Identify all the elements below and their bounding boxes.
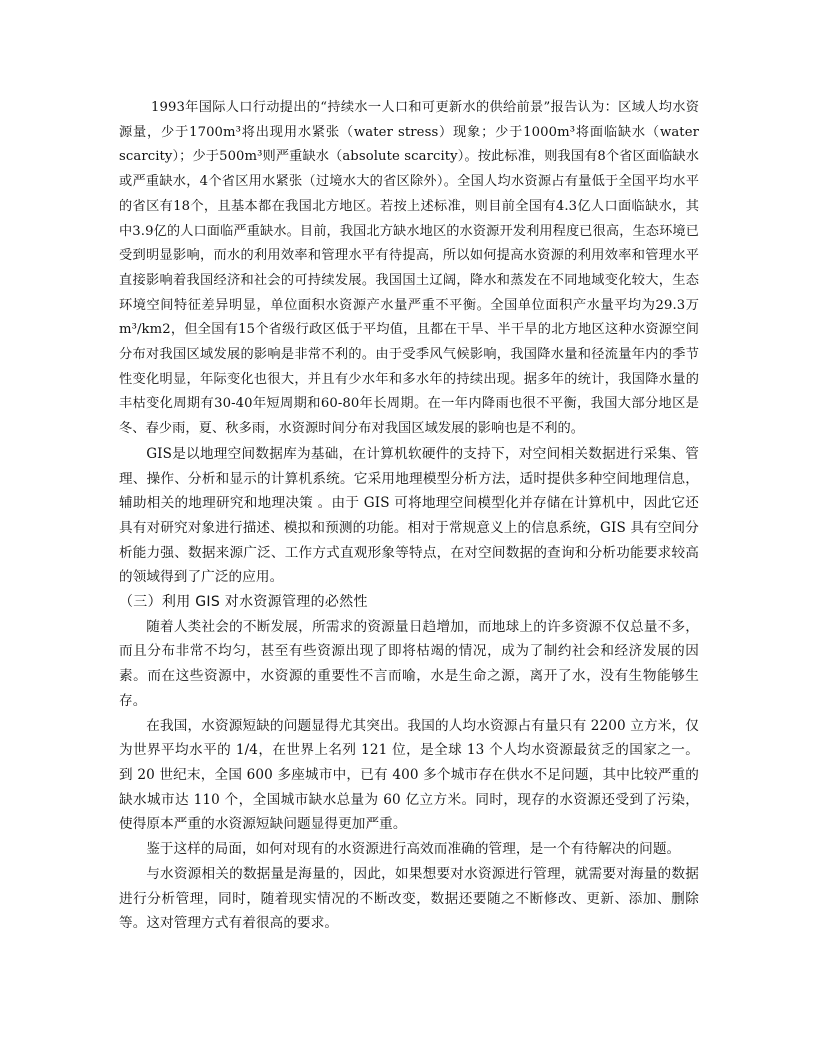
document-body — [119, 96, 699, 936]
paragraph-china-water-shortage: 在我国，水资源短缺的问题显得尤其突出。我国的人均水资源占有量只有 2200 立方米，仅为世界平均水平的 1/4，在世界上名列 121 位，是全球 13 个人均水资源最贫乏的国家之一。到 20 世纪末，全国 600 多座城市中，已有 400 多个城市存在供水不足问题，其中比较严重的缺水城市达 110 个，全国城市缺水总量为 60 亿立方米。同时，现存的水资源还受到了污染，使得原本严重的水资源短缺问题显得更加严重。 — [119, 717, 699, 833]
paragraph-gis-definition: GIS是以地理空间数据库为基础，在计算机软硬件的支持下，对空间相关数据进行采集、管理、操作、分析和显示的计算机系统。它采用地理模型分析方法，适时提供多种空间地理信息，辅助相关的地理研究和地理决策 。由于 GIS 可将地理空间模型化并存储在计算机中，因此它还具有对研究对象进行描述、模拟和预测的功能。相对于常规意义上的信息系统，GIS 具有空间分析能力强、数据来源广泛、工作方式直观形象等特点，在对空间数据的查询和分析功能要求较高的领域得到了广泛的应用。 — [119, 445, 699, 586]
section-heading: （三）利用 GIS 对水资源管理的必然性 — [119, 594, 368, 611]
paragraph-water-scarcity-standard: 1993年国际人口行动提出的“持续水一人口和可更新水的供给前景”报告认为：区域人均水资源量，少于1700m³将出现用水紧张（water stress）现象；少于1000m³将面临缺水（water scarcity）；少于500m³则严重缺水（absolute scarcity）。按此标准，则我国有8个省区面临缺水或严重缺水，4个省区用水紧张（过境水大的省区除外）。全国人均水资源占有量低于全国平均水平的省区有18个，且基本都在我国北方地区。若按上述标准，则目前全国有4.3亿人口面临缺水，其中3.9亿的人口面临严重缺水。目前，我国北方缺水地区的水资源开发利用程度已很高，生态环境已受到明显影响，而水的利用效率和管理水平有待提高，所以如何提高水资源的利用效率和管理水平直接影响着我国经济和社会的可持续发展。我国国土辽阔，降水和蒸发在不同地域变化较大，生态环境空间特征差异明显，单位面积水资源产水量严重不平衡。全国单位面积产水量平均为29.3万 m³/km2，但全国有15个省级行政区低于平均值，且都在干旱、半干旱的北方地区这种水资源空间分布对我国区域发展的影响是非常不利的。由于受季风气候影响，我国降水量和径流量年内的季节性变化明显，年际变化也很大，并且有少水年和多水年的持续出现。据多年的统计，我国降水量的丰枯变化周期有30-40年短周期和60-80年长周期。在一年内降雨也很不平衡，我国大部分地区是冬、春少雨，夏、秋多雨，水资源时间分布对我国区域发展的影响也是不利的。 — [119, 100, 699, 437]
paragraph-resource-demand: 随着人类社会的不断发展，所需求的资源量日趋增加，而地球上的许多资源不仅总量不多，而且分布非常不均匀，甚至有些资源出现了即将枯竭的情况，成为了制约社会和经济发展的因素。而在这些资源中，水资源的重要性不言而喻，水是生命之源，离开了水，没有生物能够生存。 — [119, 618, 699, 709]
paragraph-management-problem: 鉴于这样的局面，如何对现有的水资源进行高效而准确的管理，是一个有待解决的问题。 — [146, 841, 681, 858]
paragraph-data-volume: 与水资源相关的数据量是海量的，因此，如果想要对水资源进行管理，就需要对海量的数据进行分析管理，同时，随着现实情况的不断改变，数据还要随之不断修改、更新、添加、删除等。这对管理方式有着很高的要求。 — [119, 865, 699, 932]
